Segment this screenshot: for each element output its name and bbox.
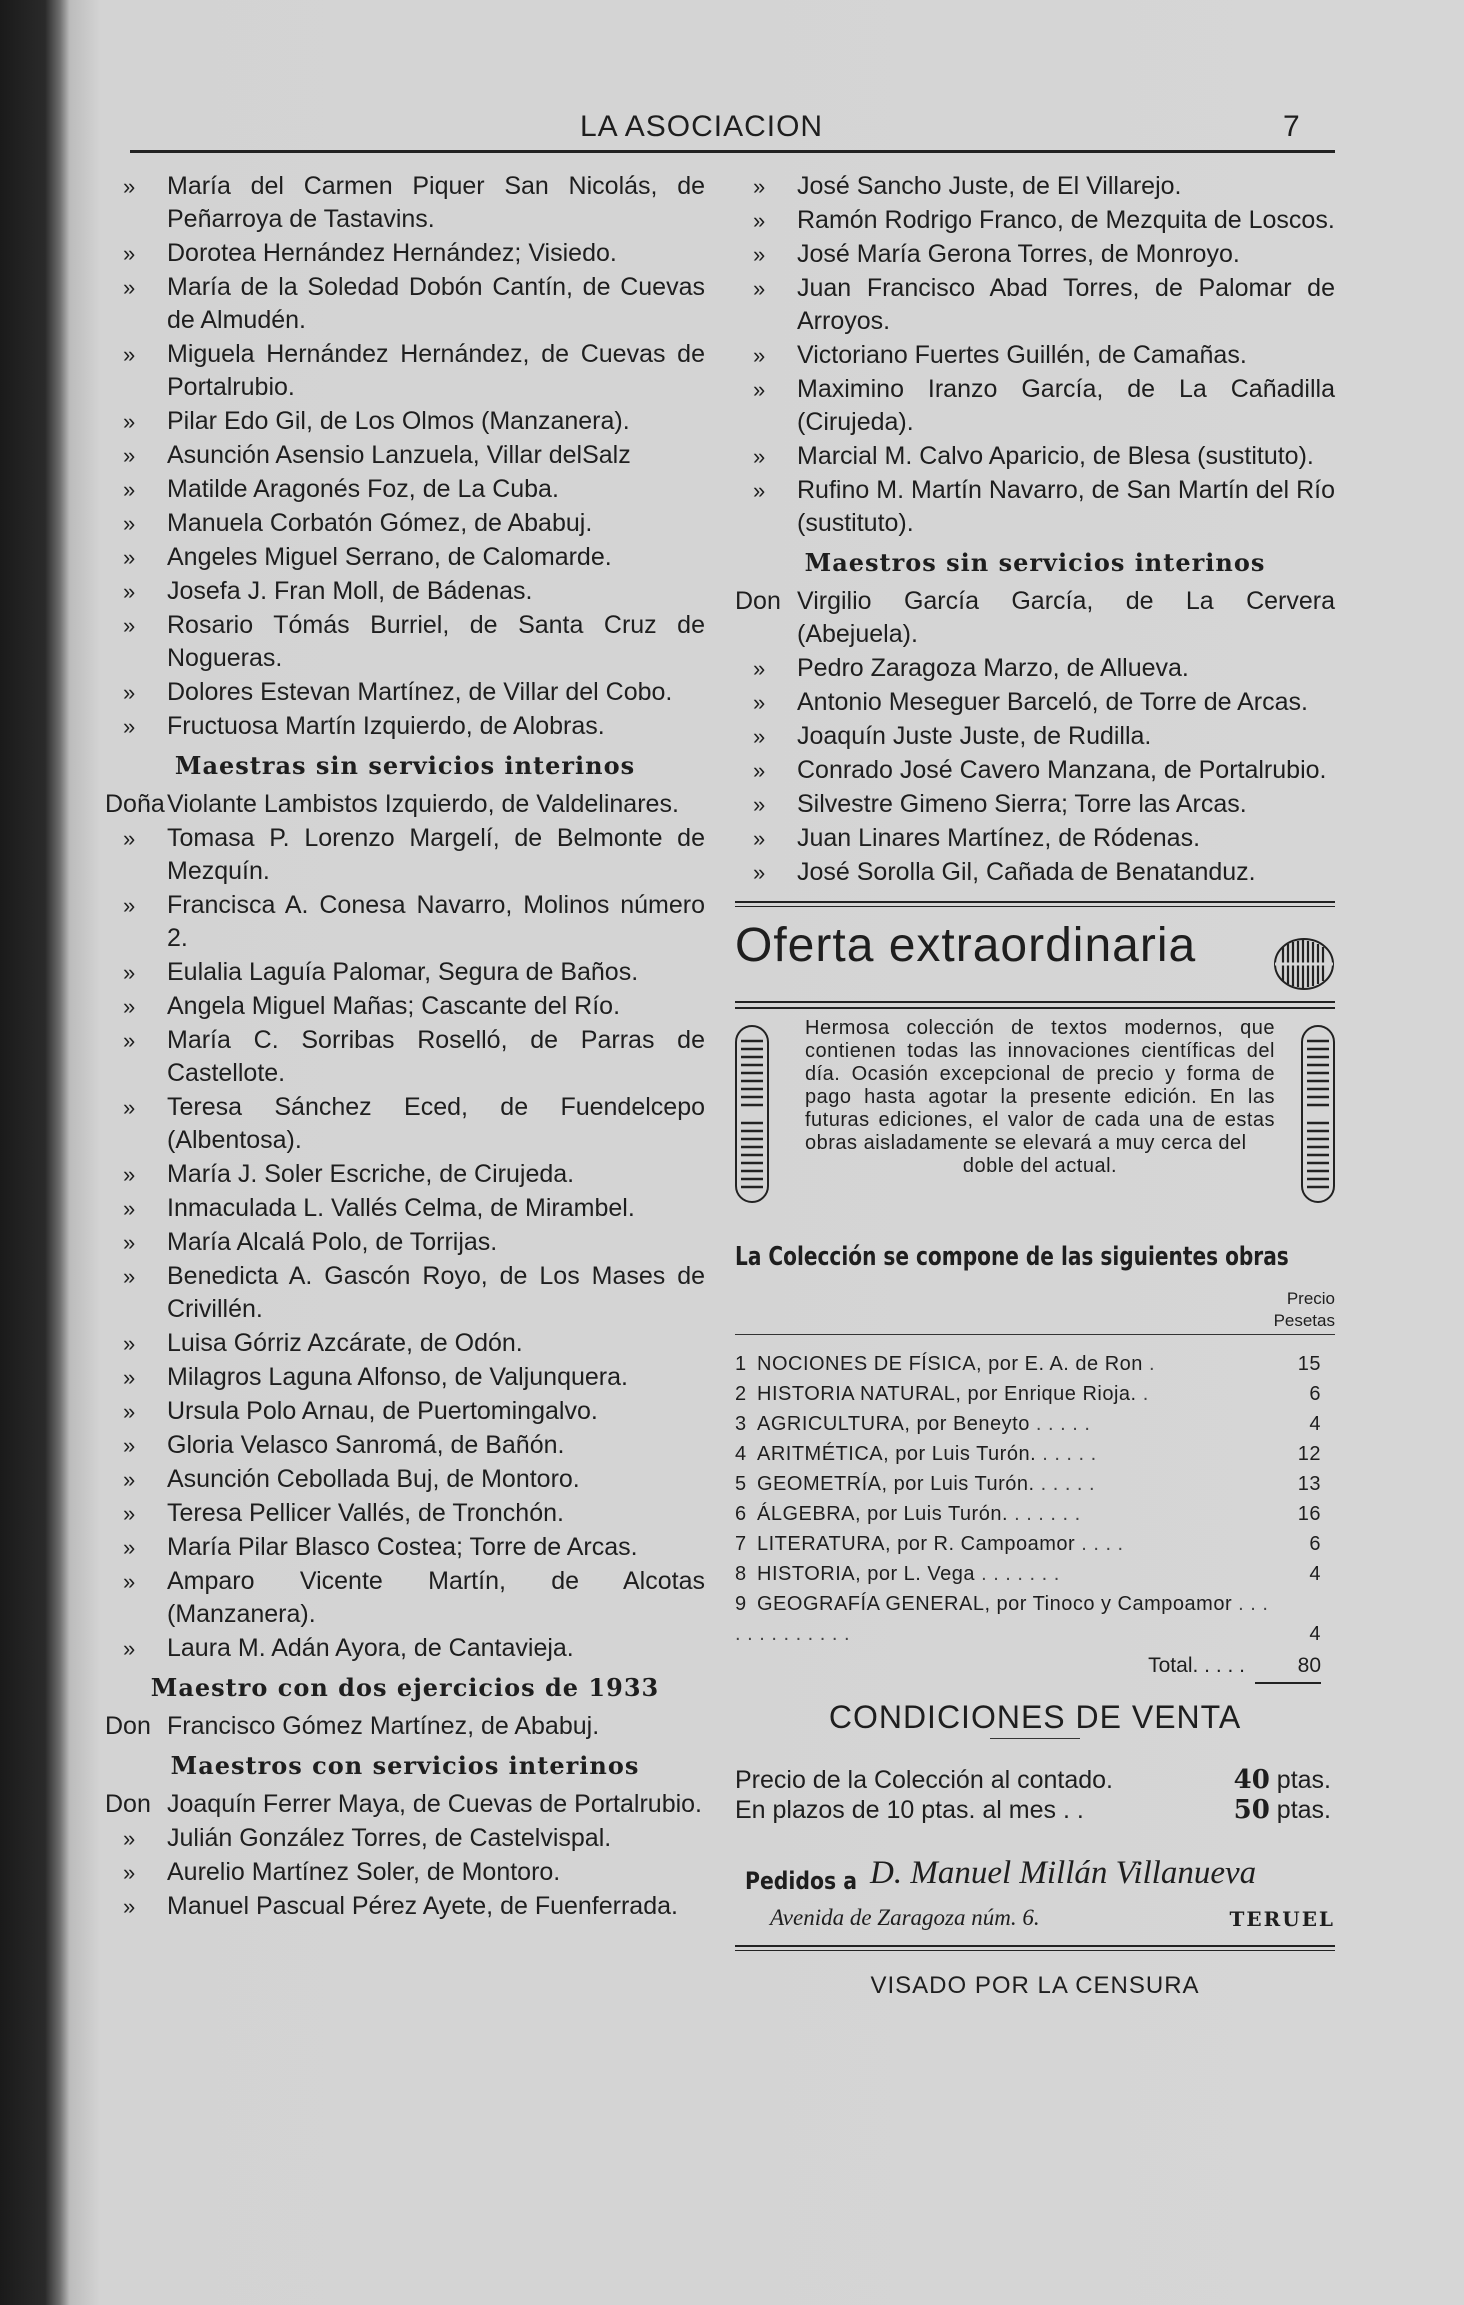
list-item <box>105 338 705 404</box>
book-number: 9 <box>735 1593 747 1615</box>
list-item-marker: » <box>123 579 136 604</box>
book-title: HISTORIA, por L. Vega <box>757 1563 976 1585</box>
list-item-marker: » <box>123 1230 136 1255</box>
list-item <box>735 339 1335 372</box>
list-item-marker: Don <box>105 1790 151 1818</box>
list-item-text: Julián González Torres, de Castelvispal. <box>167 1824 612 1852</box>
list-item <box>735 170 1335 203</box>
list-item <box>105 822 705 888</box>
list-item-marker: » <box>753 792 766 817</box>
list-item-marker: » <box>123 241 136 266</box>
orders-city: TERUEL <box>1229 1907 1335 1931</box>
right-ornament-icon <box>1301 1025 1335 1203</box>
book-number: 6 <box>735 1503 747 1525</box>
left-column <box>105 170 705 1924</box>
page-number: 7 <box>1283 110 1300 143</box>
list-item <box>735 720 1335 753</box>
offer-top-rule <box>735 901 1335 907</box>
offer-body: Hermosa colección de textos modernos, que contienen todas las innovaciones científicas del día. Ocasión excepcional de precio y forma de pago hasta agotar la presente edición. En las futuras ediciones, el valor de cada una de estas obras aisladamente se elevará a muy cerca del <box>805 1017 1275 1154</box>
conditions-rule <box>990 1738 1080 1739</box>
list-item-marker: » <box>753 478 766 503</box>
price-unit: ptas. <box>1276 1796 1331 1824</box>
list-item <box>105 609 705 675</box>
list-item-marker: Don <box>105 1712 151 1740</box>
book-title: ARITMÉTICA, por Luis Turón. <box>757 1443 1037 1465</box>
book-price: 6 <box>1309 1383 1321 1405</box>
price-line-text: En plazos de 10 ptas. al mes . . <box>735 1796 1084 1824</box>
list-item-marker: » <box>123 994 136 1019</box>
book-number: 5 <box>735 1473 747 1495</box>
list-left-4 <box>105 1788 705 1923</box>
list-item <box>735 440 1335 473</box>
list-item-text: Angeles Miguel Serrano, de Calomarde. <box>167 543 612 571</box>
list-item <box>735 272 1335 338</box>
book-price: 12 <box>1297 1443 1321 1465</box>
list-item-marker: » <box>753 826 766 851</box>
list-item <box>105 1226 705 1259</box>
price-line-amount <box>1234 1795 1331 1825</box>
book-row <box>735 1379 1335 1409</box>
list-item <box>735 238 1335 271</box>
list-item-marker: » <box>753 208 766 233</box>
list-item <box>105 1361 705 1394</box>
conditions-title: CONDICIONES DE VENTA <box>828 1699 1242 1735</box>
orders-name: D. Manuel Millán Villanueva <box>870 1855 1257 1891</box>
left-ornament-icon <box>735 1025 769 1203</box>
list-item <box>105 1260 705 1326</box>
list-item <box>105 889 705 955</box>
list-item <box>105 1632 705 1665</box>
list-item-marker: » <box>753 276 766 301</box>
list-item-text: Manuel Pascual Pérez Ayete, de Fuenferrada. <box>167 1892 678 1920</box>
list-item-marker: » <box>123 342 136 367</box>
list-item-marker: » <box>753 444 766 469</box>
offer-tail: doble del actual. <box>962 1155 1118 1177</box>
list-item-text: Dorotea Hernández Hernández; Visiedo. <box>167 239 617 267</box>
list-item-text: María de la Soledad Dobón Cantín, de Cuevas de Almudén. <box>167 273 705 334</box>
list-item-text: Matilde Aragonés Foz, de La Cuba. <box>167 475 559 503</box>
book-price: 13 <box>1297 1473 1321 1495</box>
list-item <box>105 1531 705 1564</box>
list-item-marker: » <box>123 613 136 638</box>
list-item-marker: » <box>123 511 136 536</box>
book-title: ÁLGEBRA, por Luis Turón. <box>757 1503 1009 1525</box>
list-item <box>105 271 705 337</box>
price-line-amount <box>1234 1765 1331 1795</box>
list-item-text: Aurelio Martínez Soler, de Montoro. <box>167 1858 561 1886</box>
list-item <box>105 788 705 821</box>
book-title: NOCIONES DE FÍSICA, por E. A. de Ron <box>757 1353 1143 1375</box>
list-item-text: María Pilar Blasco Costea; Torre de Arcas. <box>167 1533 638 1561</box>
list-left-1 <box>105 170 705 743</box>
book-number: 4 <box>735 1443 747 1465</box>
book-price: 4 <box>1309 1413 1321 1435</box>
list-item-marker: » <box>753 758 766 783</box>
list-item <box>105 1565 705 1631</box>
book-list <box>735 1349 1335 1649</box>
list-item-text: Angela Miguel Mañas; Cascante del Río. <box>167 992 621 1020</box>
list-item-text: Marcial M. Calvo Aparicio, de Blesa (sustituto). <box>797 442 1314 470</box>
list-item <box>735 686 1335 719</box>
total-label: Total. . . . . <box>1148 1654 1245 1677</box>
list-item-text: Inmaculada L. Vallés Celma, de Mirambel. <box>167 1194 635 1222</box>
book-number: 2 <box>735 1383 747 1405</box>
book-dots: . . . . . . <box>1014 1503 1081 1525</box>
list-item <box>105 575 705 608</box>
list-item-text: Teresa Pellicer Vallés, de Tronchón. <box>167 1499 564 1527</box>
list-item-text: María J. Soler Escriche, de Cirujeda. <box>167 1160 575 1188</box>
list-item-marker: » <box>123 1860 136 1885</box>
list-item-marker: » <box>753 174 766 199</box>
list-item-marker: » <box>123 409 136 434</box>
list-item-text: Josefa J. Fran Moll, de Bádenas. <box>167 577 533 605</box>
list-item-marker: » <box>123 1826 136 1851</box>
list-item-marker: » <box>123 1535 136 1560</box>
book-number: 3 <box>735 1413 747 1435</box>
list-item-marker: » <box>123 960 136 985</box>
price-line <box>735 1765 1335 1795</box>
list-item-marker: » <box>123 1569 136 1594</box>
censor-notice: VISADO POR LA CENSURA <box>870 1972 1200 1999</box>
list-item-text: José Sancho Juste, de El Villarejo. <box>797 172 1182 200</box>
list-item <box>105 990 705 1023</box>
list-item-text: Dolores Estevan Martínez, de Villar del Cobo. <box>167 678 673 706</box>
list-item-text: María del Carmen Piquer San Nicolás, de Peñarroya de Tastavins. <box>167 172 705 233</box>
price-unit: ptas. <box>1276 1766 1331 1794</box>
list-item-text: Silvestre Gimeno Sierra; Torre las Arcas. <box>797 790 1247 818</box>
list-item-text: Francisca A. Conesa Navarro, Molinos número 2. <box>167 891 705 952</box>
book-title: LITERATURA, por R. Campoamor <box>757 1533 1076 1555</box>
list-item <box>735 822 1335 855</box>
list-item <box>735 474 1335 540</box>
list-item-text: Luisa Górriz Azcárate, de Odón. <box>167 1329 523 1357</box>
list-item-marker: Doña <box>105 790 165 818</box>
list-item <box>105 1024 705 1090</box>
offer-box <box>735 1017 1335 1227</box>
book-row <box>735 1349 1335 1379</box>
list-item <box>105 1497 705 1530</box>
book-price: 6 <box>1309 1533 1321 1555</box>
list-item-text: Milagros Laguna Alfonso, de Valjunquera. <box>167 1363 628 1391</box>
list-left-3 <box>105 1710 705 1743</box>
list-item-text: Joaquín Juste Juste, de Rudilla. <box>797 722 1152 750</box>
list-item-marker: » <box>753 724 766 749</box>
list-item <box>105 710 705 743</box>
list-item-marker: » <box>123 275 136 300</box>
list-item <box>735 788 1335 821</box>
list-item-text: Tomasa P. Lorenzo Margelí, de Belmonte de Mezquín. <box>167 824 705 885</box>
offer-mid-rule <box>735 1001 1335 1009</box>
list-item-marker: » <box>753 242 766 267</box>
list-item-text: Conrado José Cavero Manzana, de Portalrubio. <box>797 756 1327 784</box>
list-item-marker: » <box>123 1433 136 1458</box>
price-lines <box>735 1765 1335 1825</box>
list-item-text: Pedro Zaragoza Marzo, de Allueva. <box>797 654 1189 682</box>
list-item <box>735 652 1335 685</box>
book-row <box>735 1529 1335 1559</box>
list-item-text: María Alcalá Polo, de Torrijas. <box>167 1228 498 1256</box>
list-item-text: Rufino M. Martín Navarro, de San Martín del Río (sustituto). <box>797 476 1335 537</box>
list-item-text: Francisco Gómez Martínez, de Ababuj. <box>167 1712 600 1740</box>
list-item-text: José Sorolla Gil, Cañada de Benatanduz. <box>797 858 1256 886</box>
list-item-marker: Don <box>735 587 781 615</box>
book-dots: . <box>1148 1353 1156 1375</box>
list-item-marker: » <box>123 1264 136 1289</box>
book-row <box>735 1409 1335 1439</box>
list-item-marker: » <box>123 1399 136 1424</box>
list-item <box>105 1463 705 1496</box>
list-item-text: Pilar Edo Gil, de Los Olmos (Manzanera). <box>167 407 630 435</box>
list-item-text: Ursula Polo Arnau, de Puertomingalvo. <box>167 1397 598 1425</box>
book-dots: . . . . . . . <box>981 1563 1060 1585</box>
list-item-text: Juan Linares Martínez, de Ródenas. <box>797 824 1201 852</box>
list-item-text: Maximino Iranzo García, de La Cañadilla (Cirujeda). <box>797 375 1335 436</box>
list-item-marker: » <box>123 1028 136 1053</box>
book-row <box>735 1499 1335 1529</box>
list-item-text: Rosario Tómás Burriel, de Santa Cruz de Nogueras. <box>167 611 705 672</box>
collection-title: La Colección se compone de las siguientes obras <box>735 1242 1289 1272</box>
orders-address: Avenida de Zaragoza núm. 6. <box>770 1905 1040 1930</box>
list-right-1 <box>735 170 1335 540</box>
book-dots: . . . . <box>1081 1533 1124 1555</box>
list-item-text: Virgilio García García, de La Cervera (Abejuela). <box>797 587 1335 648</box>
book-number: 8 <box>735 1563 747 1585</box>
list-item-marker: » <box>753 690 766 715</box>
list-item-marker: » <box>753 377 766 402</box>
list-item-text: Violante Lambistos Izquierdo, de Valdelinares. <box>167 790 679 818</box>
list-item <box>735 856 1335 889</box>
book-dots: . <box>1142 1383 1149 1405</box>
list-item-text: Fructuosa Martín Izquierdo, de Alobras. <box>167 712 605 740</box>
book-dots: . . . . . <box>1040 1473 1096 1495</box>
list-item <box>105 1395 705 1428</box>
list-item <box>105 170 705 236</box>
book-dots: . . . . . <box>1035 1413 1091 1435</box>
offer-title-row <box>735 919 1335 995</box>
offer-description <box>805 1017 1275 1178</box>
list-item-marker: » <box>123 443 136 468</box>
book-price: 16 <box>1297 1503 1321 1525</box>
book-number: 1 <box>735 1353 747 1375</box>
book-row <box>735 1589 1335 1649</box>
censor-rule <box>735 1945 1335 1951</box>
list-item <box>105 956 705 989</box>
list-right-2 <box>735 585 1335 889</box>
book-row <box>735 1469 1335 1499</box>
right-column <box>735 170 1335 2002</box>
price-header-line-1: Precio <box>1286 1289 1335 1308</box>
list-item-text: Victoriano Fuertes Guillén, de Camañas. <box>797 341 1247 369</box>
section-heading-dos-ejercicios-1933: Maestro con dos ejercicios de 1933 <box>150 1673 660 1702</box>
list-item-marker: » <box>123 1196 136 1221</box>
book-title: GEOMETRÍA, por Luis Turón. <box>757 1473 1035 1495</box>
list-item <box>105 1429 705 1462</box>
header-rule <box>130 150 1335 153</box>
list-item <box>105 1856 705 1889</box>
list-item <box>105 1788 705 1821</box>
book-title: AGRICULTURA, por Beneyto <box>757 1413 1030 1435</box>
list-item <box>105 473 705 506</box>
list-item-marker: » <box>123 714 136 739</box>
price-line-text: Precio de la Colección al contado. <box>735 1766 1114 1794</box>
book-price: 15 <box>1297 1353 1321 1375</box>
list-item-text: Benedicta A. Gascón Royo, de Los Mases de Crivillén. <box>167 1262 705 1323</box>
list-item-marker: » <box>123 1331 136 1356</box>
list-item <box>735 373 1335 439</box>
list-item-text: Asunción Asensio Lanzuela, Villar delSalz <box>167 441 631 469</box>
list-item-text: Manuela Corbatón Gómez, de Ababuj. <box>167 509 593 537</box>
book-binding-edge <box>0 0 70 2305</box>
list-item-text: Ramón Rodrigo Franco, de Mezquita de Loscos. <box>797 206 1335 234</box>
list-item-text: José María Gerona Torres, de Monroyo. <box>797 240 1240 268</box>
price-amount: 50 <box>1233 1795 1270 1825</box>
list-item-marker: » <box>123 1162 136 1187</box>
section-heading-maestros-sin-servicios: Maestros sin servicios interinos <box>804 548 1266 577</box>
list-item <box>105 1091 705 1157</box>
list-item <box>735 754 1335 787</box>
total-row <box>735 1649 1335 1683</box>
list-item-text: Gloria Velasco Sanromá, de Bañón. <box>167 1431 565 1459</box>
list-item-text: Eulalia Laguía Palomar, Segura de Baños. <box>167 958 639 986</box>
list-item-marker: » <box>123 1095 136 1120</box>
list-item-text: Juan Francisco Abad Torres, de Palomar de Arroyos. <box>797 274 1335 335</box>
list-item-text: Teresa Sánchez Eced, de Fuendelcepo (Albentosa). <box>167 1093 705 1154</box>
list-item-marker: » <box>123 826 136 851</box>
list-item-marker: » <box>753 343 766 368</box>
list-item-marker: » <box>123 680 136 705</box>
list-item <box>735 204 1335 237</box>
list-item-marker: » <box>753 860 766 885</box>
list-item <box>105 676 705 709</box>
list-item-marker: » <box>123 1501 136 1526</box>
list-item <box>105 1327 705 1360</box>
list-item-marker: » <box>123 1636 136 1661</box>
list-item <box>105 1710 705 1743</box>
orders-block <box>735 1855 1335 1931</box>
list-item-text: María C. Sorribas Roselló, de Parras de Castellote. <box>167 1026 705 1087</box>
list-item-marker: » <box>123 1467 136 1492</box>
list-left-2 <box>105 788 705 1665</box>
page-header-title: LA ASOCIACION <box>580 110 824 143</box>
price-amount: 40 <box>1233 1765 1270 1795</box>
list-item-marker: » <box>123 1365 136 1390</box>
list-item <box>105 541 705 574</box>
list-item-marker: » <box>123 1894 136 1919</box>
list-item-text: Amparo Vicente Martín, de Alcotas (Manzanera). <box>167 1567 705 1628</box>
list-item-marker: » <box>123 893 136 918</box>
book-title: HISTORIA NATURAL, por Enrique Rioja. <box>757 1383 1137 1405</box>
list-item-marker: » <box>753 656 766 681</box>
list-item <box>105 507 705 540</box>
book-row <box>735 1439 1335 1469</box>
list-item-marker: » <box>123 174 136 199</box>
list-item-text: Laura M. Adán Ayora, de Cantavieja. <box>167 1634 574 1662</box>
list-item-marker: » <box>123 545 136 570</box>
list-item <box>105 237 705 270</box>
price-header <box>735 1288 1335 1332</box>
price-header-line-2: Pesetas <box>1273 1311 1335 1330</box>
section-heading-maestros-con-servicios: Maestros con servicios interinos <box>170 1751 640 1780</box>
book-row <box>735 1559 1335 1589</box>
list-item <box>105 1192 705 1225</box>
price-line <box>735 1795 1335 1825</box>
list-item-text: Miguela Hernández Hernández, de Cuevas de Portalrubio. <box>167 340 705 401</box>
decorative-ornament-icon <box>1273 937 1335 991</box>
list-item <box>105 1822 705 1855</box>
list-item-text: Antonio Meseguer Barceló, de Torre de Arcas. <box>797 688 1308 716</box>
book-dots: . . . . . . . . . . . . . <box>735 1593 1269 1645</box>
list-item-text: Asunción Cebollada Buj, de Montoro. <box>167 1465 580 1493</box>
orders-lead: Pedidos a <box>745 1867 858 1895</box>
book-title: GEOGRAFÍA GENERAL, por Tinoco y Campoamor <box>757 1593 1233 1615</box>
list-item <box>735 585 1335 651</box>
section-heading-maestras-sin-servicios: Maestras sin servicios interinos <box>174 751 636 780</box>
list-item <box>105 439 705 472</box>
book-list-rule <box>735 1334 1335 1335</box>
book-price: 4 <box>1309 1623 1321 1645</box>
offer-title: Oferta extraordinaria <box>735 919 1197 972</box>
list-item <box>105 1890 705 1923</box>
list-item-text: Joaquín Ferrer Maya, de Cuevas de Portalrubio. <box>167 1790 702 1818</box>
list-item <box>105 405 705 438</box>
list-item <box>105 1158 705 1191</box>
book-dots: . . . . . <box>1042 1443 1097 1465</box>
list-item-marker: » <box>123 477 136 502</box>
book-number: 7 <box>735 1533 747 1555</box>
total-value: 80 <box>1255 1649 1321 1684</box>
book-price: 4 <box>1309 1563 1321 1585</box>
